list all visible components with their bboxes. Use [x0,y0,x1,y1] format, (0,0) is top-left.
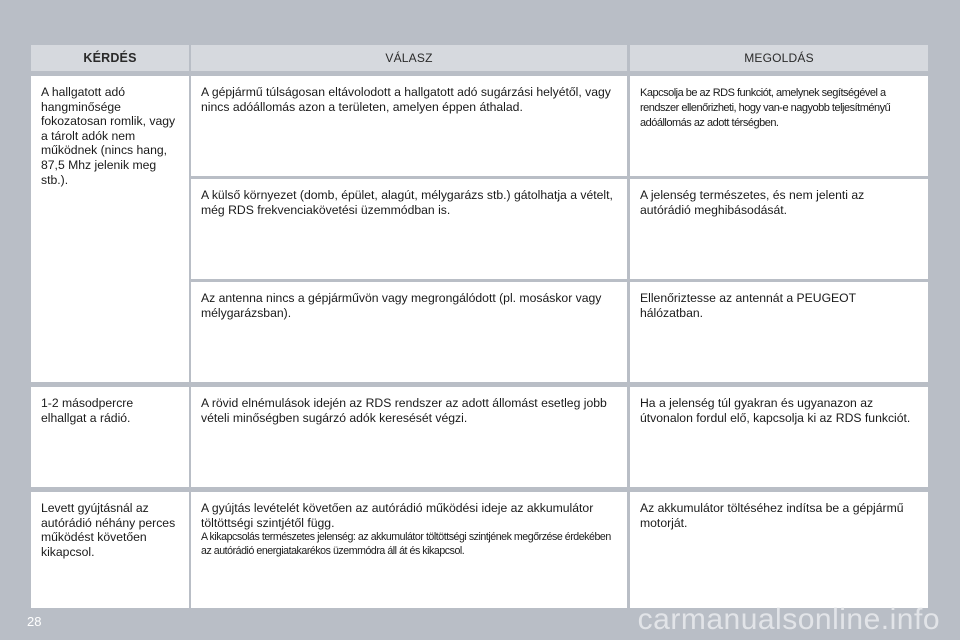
answer-cell-1-3: Az antenna nincs a gépjárművön vagy megrongálódott (pl. mosáskor vagy mélygarázsban). [191,282,627,382]
question-cell-2: 1-2 másodpercre elhallgat a rádió. [31,387,189,487]
question-cell-3: Levett gyújtásnál az autórádió néhány perces működést követően kikapcsol. [31,492,189,608]
header-question: KÉRDÉS [31,45,189,71]
answer-note-3-1: A kikapcsolás természetes jelenség: az akkumulátor töltöttségi szintjének megőrzése érdekében az autórádió energiatakarékos üzemmódra áll át és kikapcsol. [201,531,611,558]
watermark: carmanualsonline.info [637,603,940,636]
solution-cell-2-1: Ha a jelenség túl gyakran és ugyanazon az útvonalon fordul elő, kapcsolja ki az RDS funkciót. [630,387,928,487]
solution-text-1-1: Kapcsolja be az RDS funkciót, amelynek segítségével a rendszer ellenőrizheti, hogy van-e nagyobb teljesítményű adóállomás az adott térségben. [640,87,891,129]
page-number: 28 [27,614,42,629]
question-cell-1: A hallgatott adó hangminősége fokozatosan romlik, vagy a tárolt adók nem működnek (nincs hang, 87,5 Mhz jelenik meg stb.). [31,76,189,382]
answer-text-3-1: A gyújtás levételét követően az autórádió működési ideje az akkumulátor töltöttségi szintjétől függ. [201,501,594,530]
solution-cell-1-1 [630,76,928,176]
solution-cell-1-3: Ellenőriztesse az antennát a PEUGEOT hálózatban. [630,282,928,382]
solution-cell-1-2: A jelenség természetes, és nem jelenti az autórádió meghibásodását. [630,179,928,279]
solution-cell-3-1: Az akkumulátor töltéséhez indítsa be a gépjármű motorját. [630,492,928,608]
answer-cell-2-1: A rövid elnémulások idején az RDS rendszer az adott állomást esetleg jobb vételi minőségben sugárzó adók keresését végzi. [191,387,627,487]
answer-cell-1-1: A gépjármű túlságosan eltávolodott a hallgatott adó sugárzási helyétől, vagy nincs adóállomás azon a területen, amelyen éppen áthalad. [191,76,627,176]
header-answer: VÁLASZ [191,45,627,71]
answer-cell-1-2: A külső környezet (domb, épület, alagút, mélygarázs stb.) gátolhatja a vételt, még RDS frekvenciakövetési üzemmódban is. [191,179,627,279]
answer-cell-3-1 [191,492,627,608]
header-solution: MEGOLDÁS [630,45,928,71]
